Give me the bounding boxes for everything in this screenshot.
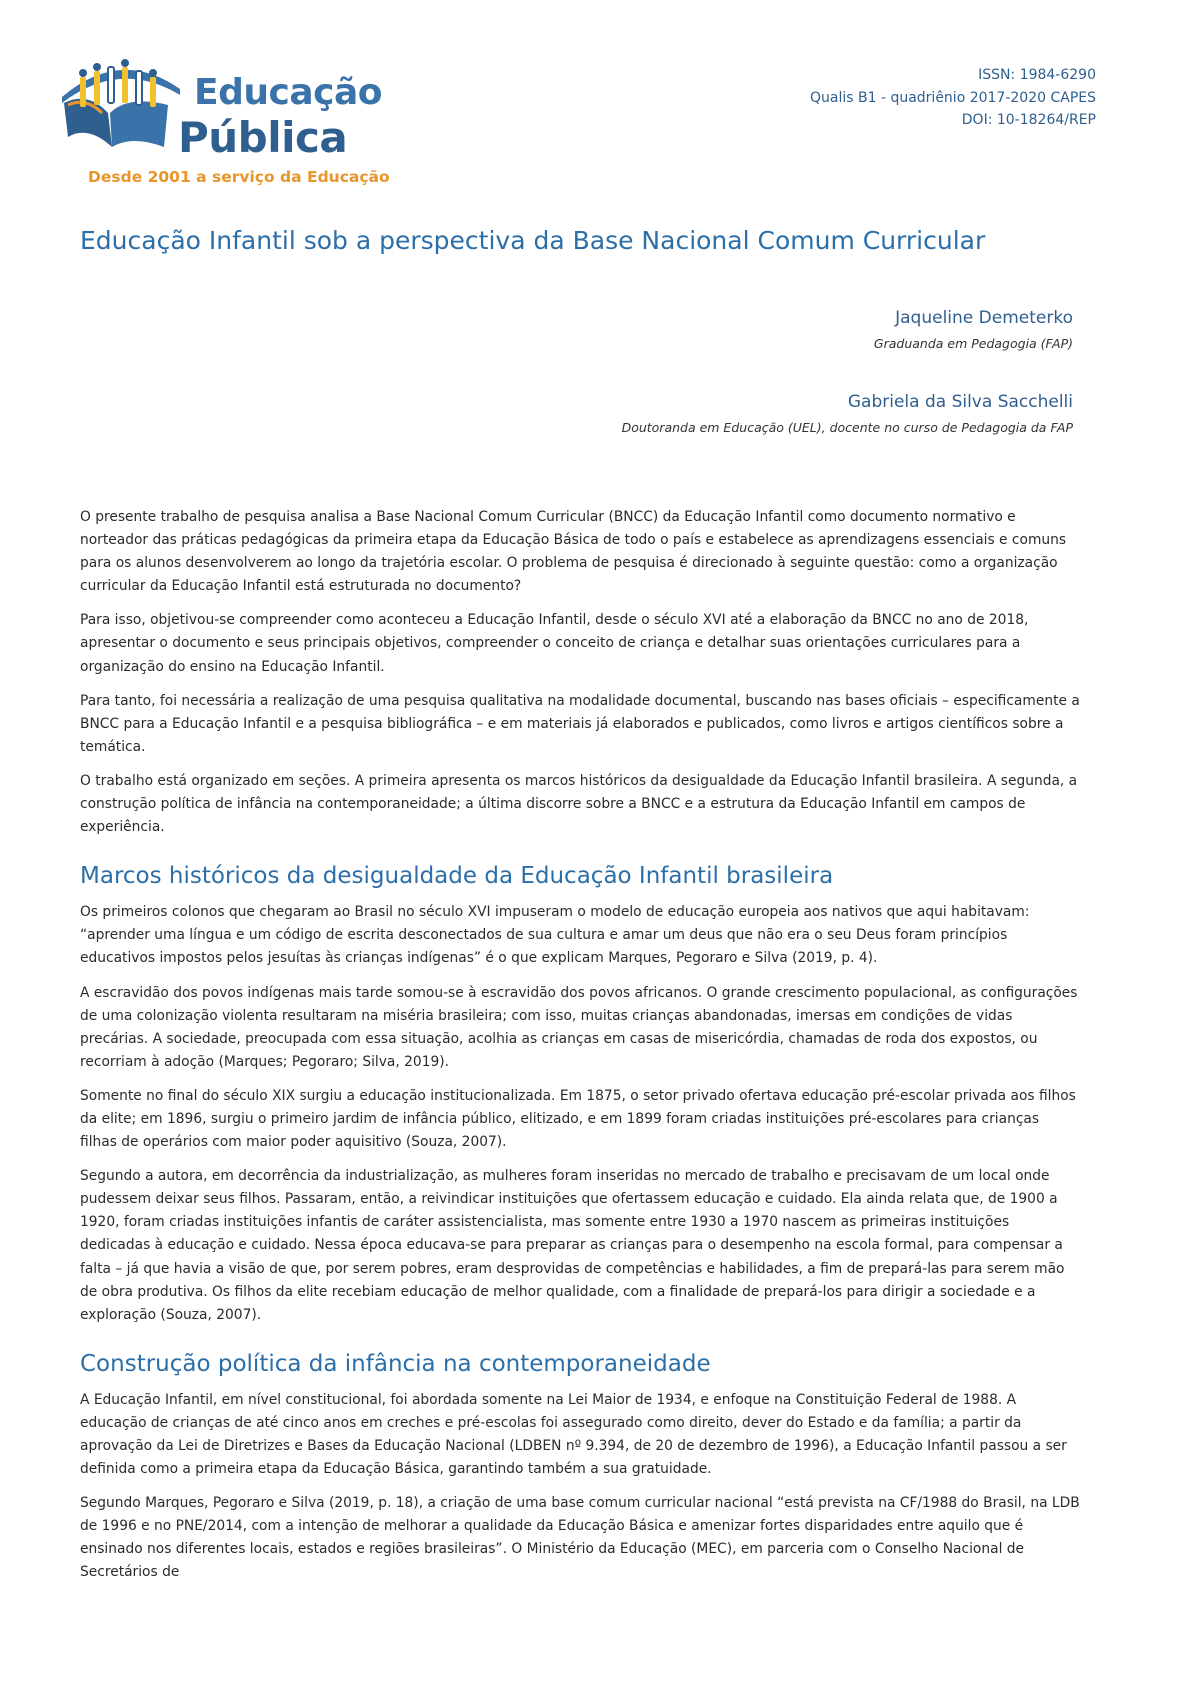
section-paragraph: A Educação Infantil, em nível constitucional, foi abordada somente na Lei Maior de 1934, e enfoque na Constituição Federal de 1988. A educação de crianças de até cinco anos em creches e pré-escolas foi assegurado como direito, dever do Estado e da família; a partir da aprovação da Lei de Diretrizes e Bases da Educação Nacional (LDBEN nº 9.394, de 20 de dezembro de 1996), a Educação Infantil passou a ser definida como a primeira etapa da Educação Básica, garantindo também a sua gratuidade. (80, 1391, 1067, 1478)
section-paragraph: Os primeiros colonos que chegaram ao Brasil no século XVI impuseram o modelo de educação europeia aos nativos que aqui habitavam: “aprender uma língua e um código de escrita desconectados de sua cultura e amar um deus que não era o seu Deus foram princípios educativos impostos pelos jesuítas às crianças indígenas” é o que explicam Marques, Pegoraro e Silva (2019, p. 4). (80, 904, 1030, 967)
section-paragraph: Somente no final do século XIX surgiu a educação institucionalizada. Em 1875, o setor privado ofertava educação pré-escolar privada aos filhos da elite; em 1896, surgiu o primeiro jardim de infância público, elitizado, e em 1899 foram criadas instituições pré-escolares para crianças filhas de operários com maior poder aquisitivo (Souza, 2007). (80, 1087, 1076, 1151)
section-paragraph: Segundo a autora, em decorrência da industrialização, as mulheres foram inseridas no mercado de trabalho e precisavam de um local onde pudessem deixar seus filhos. Passaram, então, a reivindicar instituições que ofertassem educação e cuidado. Ela ainda relata que, de 1900 a 1920, foram criadas instituições infantis de caráter assistencialista, mas somente entre 1930 a 1970 nascem as primeiras instituições dedicadas à educação e cuidado. Nessa época educava-se para preparar as crianças para o desempenho na escola formal, para compensar a falta – já que havia a visão de que, por serem pobres, eram desprovidas de competências e habilidades, a fim de prepará-las para serem mão de obra produtiva. Os filhos da elite recebiam educação de melhor qualidade, com a finalidade de prepará-los para dirigir a sociedade e a exploração (Souza, 2007). (80, 1168, 1065, 1323)
article-title: Educação Infantil sob a perspectiva da Base Nacional Comum Curricular (80, 226, 986, 255)
qualis-label: Qualis B1 - quadriênio 2017-2020 CAPES (809, 89, 1096, 106)
logo-emblem-icon (58, 55, 198, 165)
logo-wordmark-line2: Pública (178, 113, 348, 162)
section-paragraph: Segundo Marques, Pegoraro e Silva (2019, p. 18), a criação de uma base comum curricular nacional “está prevista na CF/1988 do Brasil, na LDB de 1996 e no PNE/2014, com a intenção de melhorar a qualidade da Educação Básica e amenizar fortes disparidades entre aquilo que é ensinado nos diferentes locais, estados e regiões brasileiras”. O Ministério da Educação (MEC), em parceria com o Conselho Nacional de Secretários de (80, 1495, 1080, 1581)
author-block (874, 308, 1073, 351)
section-heading: Marcos históricos da desigualdade da Educação Infantil brasileira (80, 863, 834, 890)
logo-wordmark-line1: Educação (194, 72, 382, 113)
intro-paragraph: O presente trabalho de pesquisa analisa a Base Nacional Comum Curricular (BNCC) da Educação Infantil como documento normativo e norteador das práticas pedagógicas da primeira etapa da Educação Básica de todo o país e estabelece as aprendizagens essenciais e comuns para os alunos desenvolverem ao longo da trajetória escolar. O problema de pesquisa é direcionado à seguinte questão: como a organização curricular da Educação Infantil está estruturada no documento? (80, 509, 1067, 595)
author-name: Jaqueline Demeterko (895, 308, 1073, 328)
article-body (80, 506, 1080, 1596)
author-name: Gabriela da Silva Sacchelli (847, 392, 1073, 412)
section-heading: Construção política da infância na contemporaneidade (80, 1350, 711, 1377)
logo-tagline: Desde 2001 a serviço da Educação (88, 168, 390, 186)
journal-logo[interactable] (58, 55, 398, 195)
issn-label: ISSN: 1984-6290 (978, 67, 1096, 83)
author-affiliation: Doutoranda em Educação (UEL), docente no curso de Pedagogia da FAP (621, 420, 1073, 435)
intro-paragraph: O trabalho está organizado em seções. A primeira apresenta os marcos históricos da desigualdade da Educação Infantil brasileira. A segunda, a construção política de infância na contemporaneidade; a última discorre sobre a BNCC e a estrutura da Educação Infantil em campos de experiência. (80, 772, 1078, 836)
section-paragraph: A escravidão dos povos indígenas mais tarde somou-se à escravidão dos povos africanos. O grande crescimento populacional, as configurações de uma colonização violenta resultaram na miséria brasileira; com isso, muitas crianças abandonadas, imersas em condições de vidas precárias. A sociedade, preocupada com essa situação, acolhia as crianças em casas de misericórdia, chamadas de roda dos expostos, ou recorriam à adoção (Marques; Pegoraro; Silva, 2019). (80, 984, 1078, 1070)
journal-meta (810, 64, 1096, 132)
intro-paragraph: Para tanto, foi necessária a realização de uma pesquisa qualitativa na modalidade documental, buscando nas bases oficiais – especificamente a BNCC para a Educação Infantil e a pesquisa bibliográfica – e em materiais já elaborados e publicados, como livros e artigos científicos sobre a temática. (80, 692, 1080, 755)
doi-label: DOI: 10-18264/REP (961, 112, 1096, 128)
intro-paragraph: Para isso, objetivou-se compreender como aconteceu a Educação Infantil, desde o século XVI até a elaboração da BNCC no ano de 2018, apresentar o documento e seus principais objetivos, compreender o conceito de criança e detalhar suas orientações curriculares para a organização do ensino na Educação Infantil. (80, 612, 1029, 675)
author-block (622, 392, 1073, 435)
author-affiliation: Graduanda em Pedagogia (FAP) (873, 336, 1073, 351)
